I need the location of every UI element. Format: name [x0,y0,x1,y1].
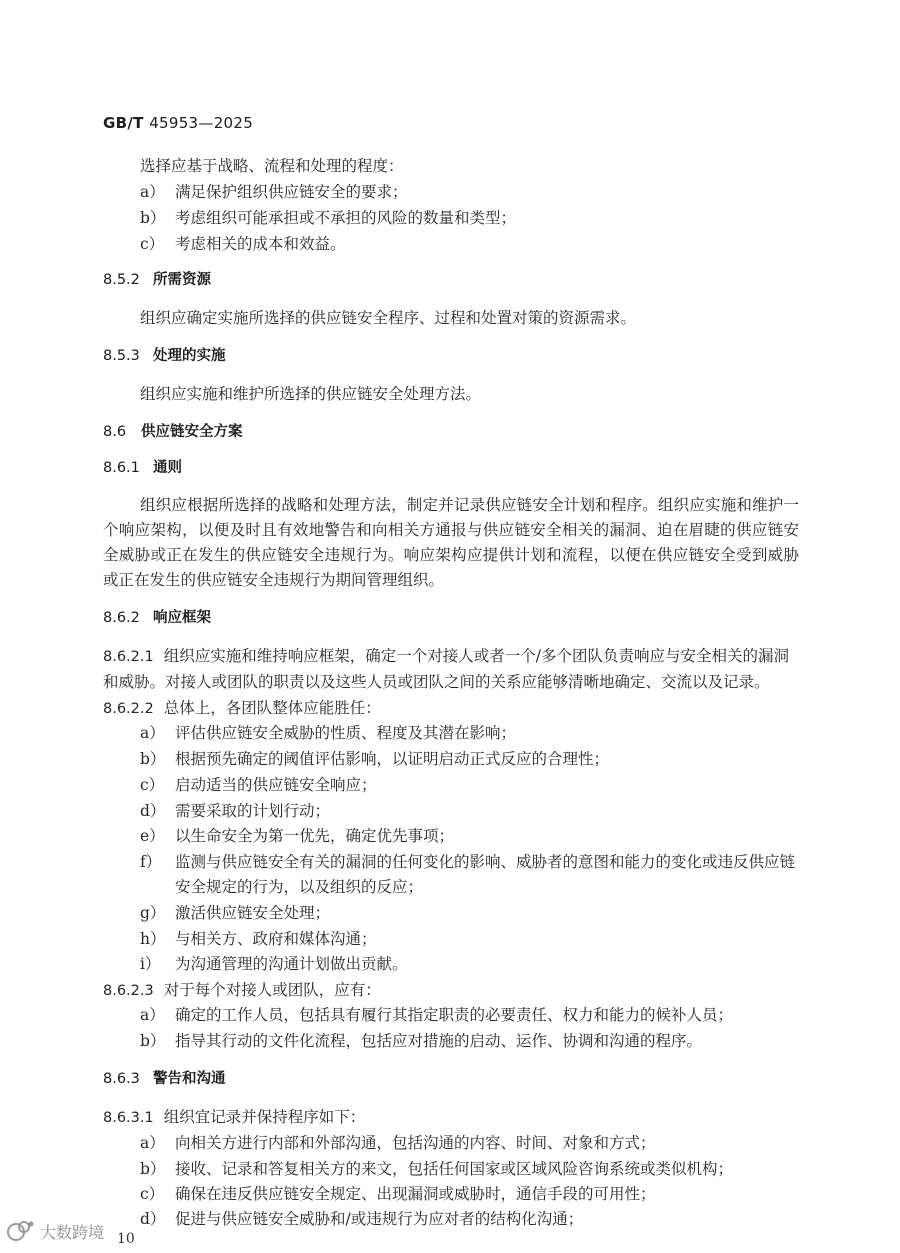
list-item: c） 考虑相关的成本和效益。 [140,235,346,253]
list-item: c） 启动适当的供应链安全响应； [140,776,377,794]
paragraph-line: 个响应架构，以便及时且有效地警告和向相关方通报与供应链安全相关的漏洞、迫在眉睫的供应链安 [103,521,799,539]
paragraph: 组织应确定实施所选择的供应链安全程序、过程和处置对策的资源需求。 [140,309,637,327]
list-item: i） 为沟通管理的沟通计划做出贡献。 [140,955,408,973]
intro-text: 选择应基于战略、流程和处理的程度： [140,157,404,175]
watermark-text: 大数跨境 [40,1222,105,1242]
list-item-continuation: 安全规定的行为，以及组织的反应； [175,878,424,896]
list-item: a） 向相关方进行内部和外部沟通，包括沟通的内容、时间、对象和方式； [140,1134,656,1152]
list-item: f） 监测与供应链安全有关的漏洞的任何变化的影响、威胁者的意图和能力的变化或违反供应链 [140,853,796,871]
list-item: b） 考虑组织可能承担或不承担的风险的数量和类型； [140,209,517,227]
list-item: a） 评估供应链安全威胁的性质、程度及其潜在影响； [140,724,517,742]
clause-line: 8.6.2.2 总体上，各团队整体应能胜任： [103,699,381,717]
clause-line: 8.6.2.3 对于每个对接人或团队，应有： [103,981,381,999]
section-heading: 8.5.3 处理的实施 [103,348,226,364]
list-item: a） 满足保护组织供应链安全的要求； [140,183,408,201]
list-item: b） 接收、记录和答复相关方的来文，包括任何国家或区域风险咨询系统或类似机构； [140,1160,734,1178]
section-heading: 8.6.3 警告和沟通 [103,1071,226,1087]
list-item: g） 激活供应链安全处理； [140,904,331,922]
list-item: d） 促进与供应链安全威胁和/或违规行为应对者的结构化沟通； [140,1210,584,1228]
watermark [6,1218,104,1244]
clause-line: 和威胁。对接人或团队的职责以及这些人员或团队之间的关系应能够清晰地确定、交流以及记录。 [103,673,770,691]
list-item: d） 需要采取的计划行动； [140,802,331,820]
list-item: a） 确定的工作人员，包括具有履行其指定职责的必要责任、权力和能力的候补人员； [140,1006,734,1024]
clause-line: 8.6.2.1 组织应实施和维持响应框架，确定一个对接人或者一个/多个团队负责响应与安全相关的漏洞 [103,647,789,665]
section-heading: 8.5.2 所需资源 [103,272,211,288]
section-heading: 8.6.2 响应框架 [103,610,211,626]
standard-prefix: GB/T [103,114,144,132]
standard-number: 45953—2025 [149,114,254,132]
paragraph: 组织应实施和维护所选择的供应链安全处理方法。 [140,385,482,403]
standard-code [103,114,253,132]
section-heading: 8.6.1 通则 [103,460,182,476]
section-heading: 8.6 供应链安全方案 [103,424,243,440]
watermark-logo-icon [6,1218,36,1244]
clause-line: 8.6.3.1 组织宜记录并保持程序如下： [103,1108,366,1126]
list-item: b） 指导其行动的文件化流程，包括应对措施的启动、运作、协调和沟通的程序。 [140,1032,703,1050]
paragraph-line: 全威胁或正在发生的供应链安全违规行为。响应架构应提供计划和流程，以便在供应链安全受到威胁 [103,546,799,564]
list-item: c） 确保在违反供应链安全规定、出现漏洞或威胁时，通信手段的可用性； [140,1185,656,1203]
list-item: e） 以生命安全为第一优先，确定优先事项； [140,827,455,845]
list-item: b） 根据预先确定的阈值评估影响，以证明启动正式反应的合理性； [140,750,610,768]
paragraph-line: 组织应根据所选择的战略和处理方法，制定并记录供应链安全计划和程序。组织应实施和维护一 [140,496,799,514]
list-item: h） 与相关方、政府和媒体沟通； [140,930,377,948]
page-number: 10 [117,1231,135,1247]
paragraph-line: 或正在发生的供应链安全违规行为期间管理组织。 [103,571,445,589]
